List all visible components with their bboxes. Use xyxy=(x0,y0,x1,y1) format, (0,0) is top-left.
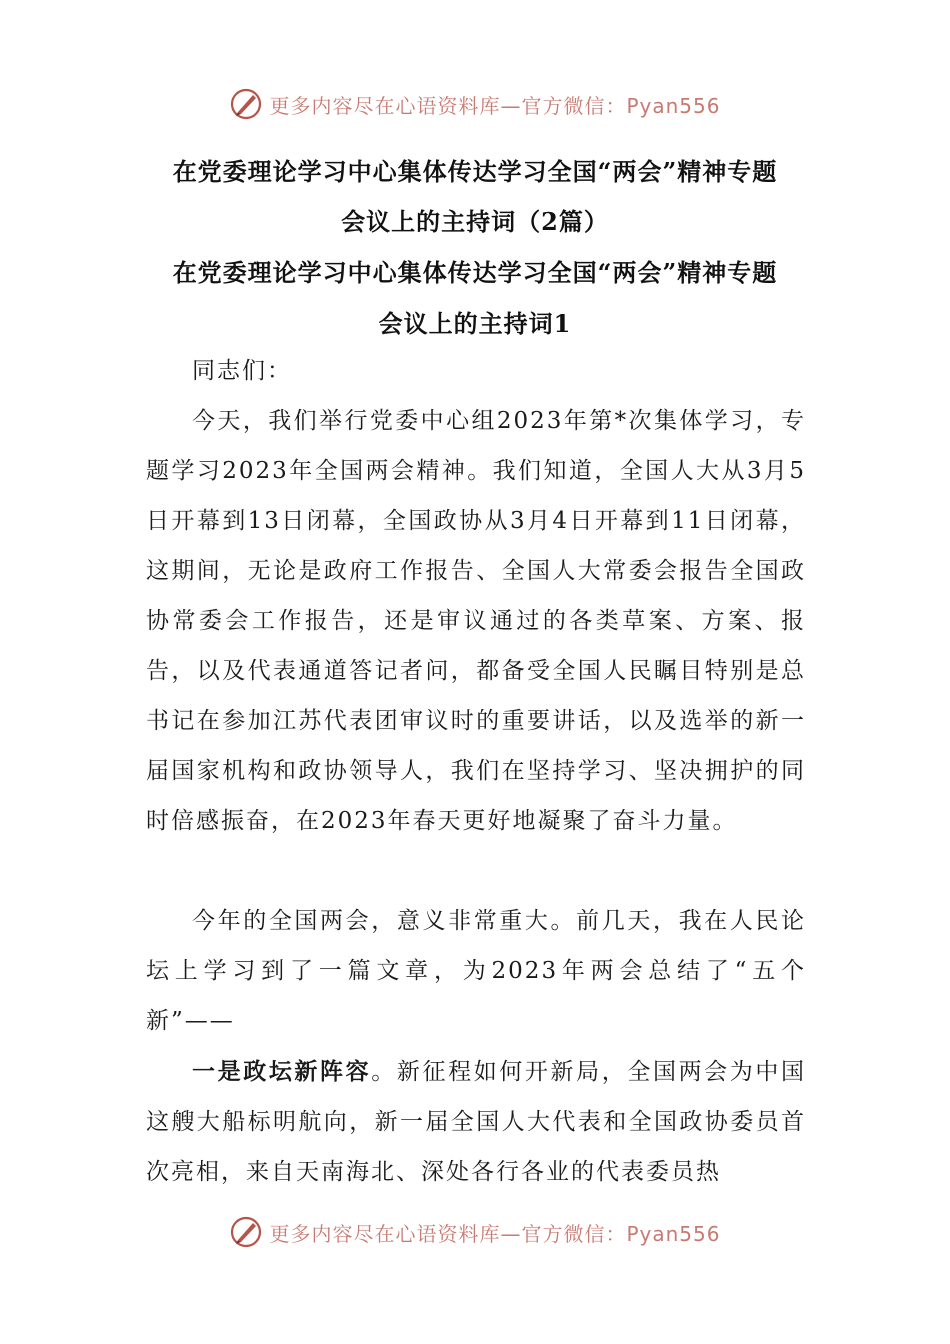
sub-title-line-2: 会议上的主持词1 xyxy=(378,309,572,338)
salutation: 同志们： xyxy=(192,358,292,384)
paragraph-3 xyxy=(146,1047,806,1197)
pen-circle-logo-icon xyxy=(229,87,263,121)
main-title-line-2: 会议上的主持词（2篇） xyxy=(341,207,609,236)
header-watermark-text: 更多内容尽在心语资料库—官方微信：Pyan556 xyxy=(269,93,721,118)
pen-circle-logo-icon xyxy=(229,1215,263,1249)
paragraph-2: 今年的全国两会，意义非常重大。前几天，我在人民论坛上学习到了一篇文章，为2023年两会总结了“五个新”—— xyxy=(146,908,806,1034)
footer-watermark-banner xyxy=(0,1212,950,1252)
paragraph-3-lead: 一是政坛新阵容 xyxy=(192,1058,372,1085)
paragraph-3-body: 。新征程如何开新局，全国两会为中国这艘大船标明航向，新一届全国人大代表和全国政协委员首次亮相，来自天南海北、深处各行各业的代表委员热 xyxy=(146,1059,807,1185)
main-title-line-1: 在党委理论学习中心集体传达学习全国“两会”精神专题 xyxy=(172,157,778,186)
paragraph-1: 今天，我们举行党委中心组2023年第*次集体学习，专题学习2023年全国两会精神。我们知道，全国人大从3月5日开幕到13日闭幕，全国政协从3月4日开幕到11日闭幕，这期间，无论是政府工作报告、全国人大常委会报告全国政协常委会工作报告，还是审议通过的各类草案、方案、报告，以及代表通道答记者问，都备受全国人民瞩目特别是总书记在参加江苏代表团审议时的重要讲话，以及选举的新一届国家机构和政协领导人，我们在坚持学习、坚决拥护的同时倍感振奋，在2023年春天更好地凝聚了奋斗力量。 xyxy=(146,408,806,834)
header-watermark-banner xyxy=(0,84,950,124)
footer-watermark-text: 更多内容尽在心语资料库—官方微信：Pyan556 xyxy=(269,1221,721,1246)
sub-title-line-1: 在党委理论学习中心集体传达学习全国“两会”精神专题 xyxy=(172,258,778,287)
